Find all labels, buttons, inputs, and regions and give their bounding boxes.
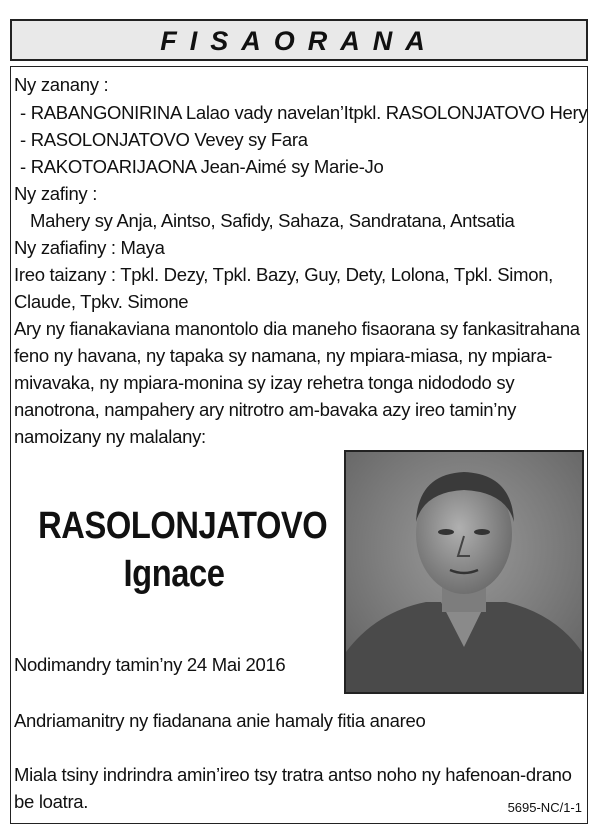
death-date: Nodimandry tamin’ny 24 Mai 2016 (14, 654, 286, 675)
thanks-line: Ary ny fianakaviana manontolo dia maneho fisaorana sy fankasitrahana (14, 318, 580, 339)
taizany-line: Ireo taizany : Tpkl. Dezy, Tpkl. Bazy, Guy, Dety, Lolona, Tpkl. Simon, (14, 264, 554, 285)
thanks-line: nanotrona, nampahery ary nitrotro am-bavaka azy ireo tamin’ny (14, 399, 517, 420)
portrait-photo (344, 450, 584, 694)
zanany-label: Ny zanany : (14, 74, 109, 95)
thanks-line: mivavaka, ny mpiara-monina sy izay rehetra tonga nidododo sy (14, 372, 515, 393)
taizany-line: Claude, Tpkv. Simone (14, 291, 189, 312)
zafiny-label: Ny zafiny : (14, 183, 98, 204)
blessing-text: Andriamanitry ny fiadanana anie hamaly fitia anareo (14, 710, 426, 731)
page-title: FISAORANA (160, 26, 438, 56)
reference-code: 5695-NC/1-1 (507, 800, 582, 815)
zanany-item: - RASOLONJATOVO Vevey sy Fara (20, 129, 308, 150)
zanany-item: - RAKOTOARIJAONA Jean-Aimé sy Marie-Jo (20, 156, 384, 177)
portrait-illustration (346, 452, 582, 692)
thanks-line: feno ny havana, ny tapaka sy namana, ny mpiara-miasa, ny mpiara- (14, 345, 553, 366)
deceased-given-name: Ignace (123, 553, 225, 595)
apology-line: Miala tsiny indrindra amin’ireo tsy tratra antso noho ny hafenoan-drano (14, 764, 572, 785)
deceased-surname: RASOLONJATOVO (38, 505, 328, 547)
header-banner (10, 19, 588, 61)
zafiny-names: Mahery sy Anja, Aintso, Safidy, Sahaza, Sandratana, Antsatia (30, 210, 515, 231)
zanany-item: - RABANGONIRINA Lalao vady navelan’Itpkl. RASOLONJATOVO Hery (20, 102, 588, 123)
thanks-line: namoizany ny malalany: (14, 426, 206, 447)
zafiafiny-line: Ny zafiafiny : Maya (14, 237, 165, 258)
apology-line: be loatra. (14, 791, 89, 812)
